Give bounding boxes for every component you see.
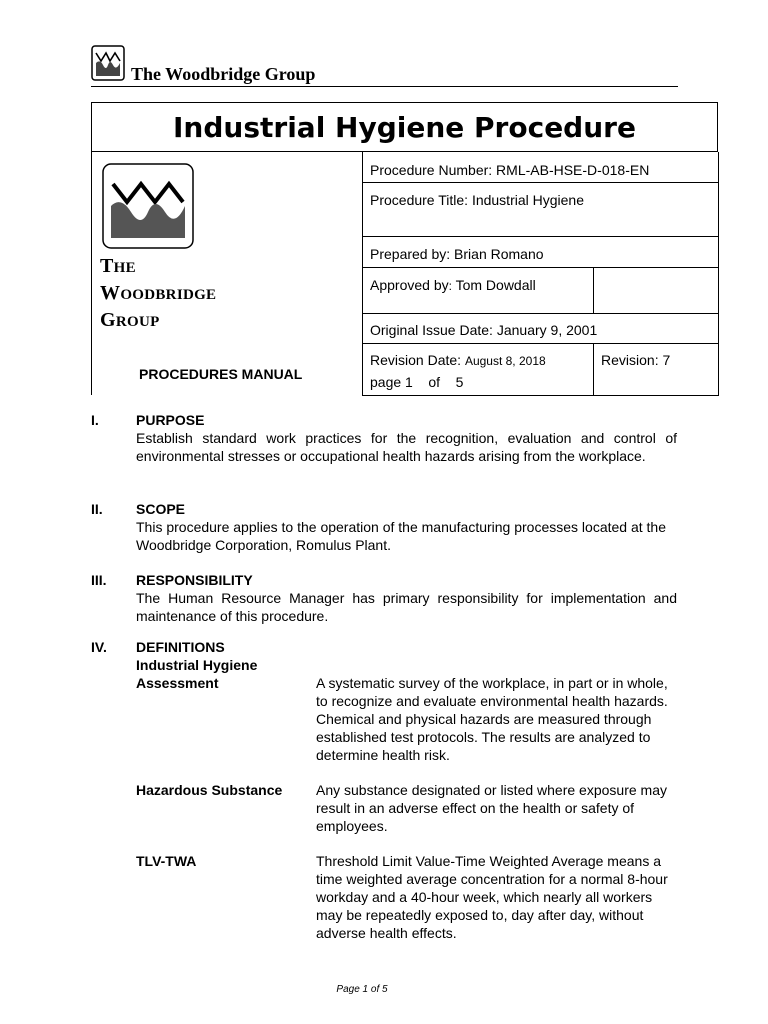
header-divider — [91, 86, 678, 87]
definition-term: Assessment — [136, 675, 219, 691]
company-name-line-1: THE — [100, 255, 136, 277]
table-row-divider — [362, 313, 719, 314]
table-row-divider — [362, 236, 719, 237]
woodbridge-logo — [101, 162, 195, 250]
approved-cell-divider — [593, 267, 594, 313]
section-heading-definitions: DEFINITIONS — [136, 639, 225, 655]
definition-text: A systematic survey of the workplace, in part or in whole, to recognize and evaluate environmental health hazards. Chemical and physical hazards are measured through established test protocols. The results are analyzed to determine health risk. — [316, 675, 668, 763]
procedure-title: Procedure Title: Industrial Hygiene — [370, 192, 584, 208]
section-text-responsibility: The Human Resource Manager has primary responsibility for implementation and maintenance of this procedure. — [136, 590, 677, 624]
table-row-divider — [362, 267, 719, 268]
company-name-line-3: GROUP — [100, 309, 160, 331]
page-footer: Page 1 of 5 — [336, 984, 388, 995]
table-right-border — [718, 152, 719, 396]
section-text-scope: This procedure applies to the operation of the manufacturing processes located at the Woodbridge Corporation, Romulus Plant. — [136, 519, 666, 553]
header-company-name: The Woodbridge Group — [131, 64, 316, 84]
table-left-border — [91, 152, 92, 395]
section-heading-scope: SCOPE — [136, 501, 186, 517]
section-number: IV. — [91, 639, 107, 655]
section-text-purpose: Establish standard work practices for the recognition, evaluation and control of environmental stresses or occupational health hazards arising from the workplace. — [136, 430, 677, 464]
definition-text: Any substance designated or listed where exposure may result in an adverse effect on the health or safety of employees. — [316, 782, 667, 834]
revision-date: Revision Date: August 8, 2018 — [370, 352, 546, 368]
table-bottom-border — [362, 395, 719, 396]
definition-term: Industrial Hygiene — [136, 657, 258, 673]
section-number: I. — [91, 412, 99, 428]
section-heading-purpose: PURPOSE — [136, 412, 205, 428]
revision-number: Revision: 7 — [601, 352, 671, 368]
section-number: II. — [91, 501, 103, 517]
woodbridge-logo-small — [91, 45, 125, 81]
definition-term: TLV-TWA — [136, 853, 197, 869]
procedures-manual-label: PROCEDURES MANUAL — [139, 366, 303, 382]
revision-cell-divider — [593, 343, 594, 395]
table-row-divider — [362, 182, 719, 183]
prepared-by: Prepared by: Brian Romano — [370, 246, 544, 262]
original-issue-date: Original Issue Date: January 9, 2001 — [370, 322, 598, 338]
company-name-line-2: WOODBRIDGE — [100, 282, 217, 304]
definition-term: Hazardous Substance — [136, 782, 283, 798]
definition-text: Threshold Limit Value-Time Weighted Average means a time weighted average concentration for a normal 8-hour workday and a 40-hour week, which nearly all workers may be repeatedly exposed to, day after day, without adverse health effects. — [316, 853, 668, 941]
page-count: page 1 of 5 — [370, 374, 464, 390]
table-row-divider — [362, 343, 719, 344]
section-heading-responsibility: RESPONSIBILITY — [136, 572, 253, 588]
procedure-number: Procedure Number: RML-AB-HSE-D-018-EN — [370, 162, 650, 178]
approved-by: Approved by: Tom Dowdall — [370, 277, 536, 293]
section-number: III. — [91, 572, 107, 588]
document-title: Industrial Hygiene Procedure — [173, 111, 636, 144]
table-divider-vertical — [362, 152, 363, 395]
